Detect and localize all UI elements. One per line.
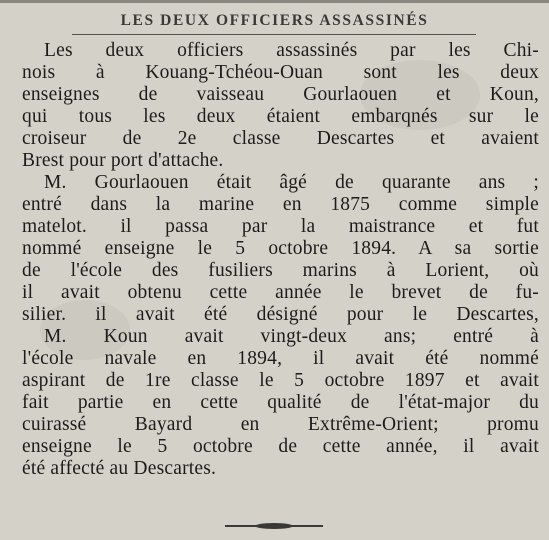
article-line: M. Koun avait vingt-deux ans; entré à [44,326,539,347]
article-line: enseignes de vaisseau Gourlaouen et Koun, [22,84,539,105]
headline-rule [72,34,476,35]
article-line: qui tous les deux étaient embarqnés sur le [22,106,539,127]
article-line: fait partie en cette qualité de l'état-major du [22,392,539,413]
article-line: entré dans la marine en 1875 comme simple [22,194,539,215]
article-line: de l'école des fusiliers marins à Lorient, où [22,260,539,281]
article-line: il avait obtenu cette année le brevet de fu- [22,282,539,303]
article-line: aspirant de 1re classe le 5 octobre 1897 et avait [22,370,539,391]
article-line: Les deux officiers assassinés par les Chi- [44,40,539,61]
article-line: Brest pour port d'attache. [22,150,224,171]
article-line: matelot. il passa par la maistrance et fut [22,216,539,237]
top-rule [0,0,549,3]
article-headline: LES DEUX OFFICIERS ASSASSINÉS [120,12,429,29]
article-line: nommé enseigne le 5 octobre 1894. A sa sortie [22,238,539,259]
article-line: M. Gourlaouen était âgé de quarante ans ; [44,172,539,193]
end-ornament-rule [225,525,323,527]
article-line: croiseur de 2e classe Descartes et avaient [22,128,539,149]
article-line: l'école navale en 1894, il avait été nommé [22,348,539,369]
article-line: cuirassé Bayard en Extrême-Orient; promu [22,414,539,435]
article-line: nois à Kouang-Tchéou-Ouan sont les deux [22,62,539,83]
article-line: été affecté au Descartes. [22,458,217,479]
article-line: silier. il avait été désigné pour le Descartes, [22,304,539,325]
article-line: enseigne le 5 octobre de cette année, il avait [22,436,539,457]
